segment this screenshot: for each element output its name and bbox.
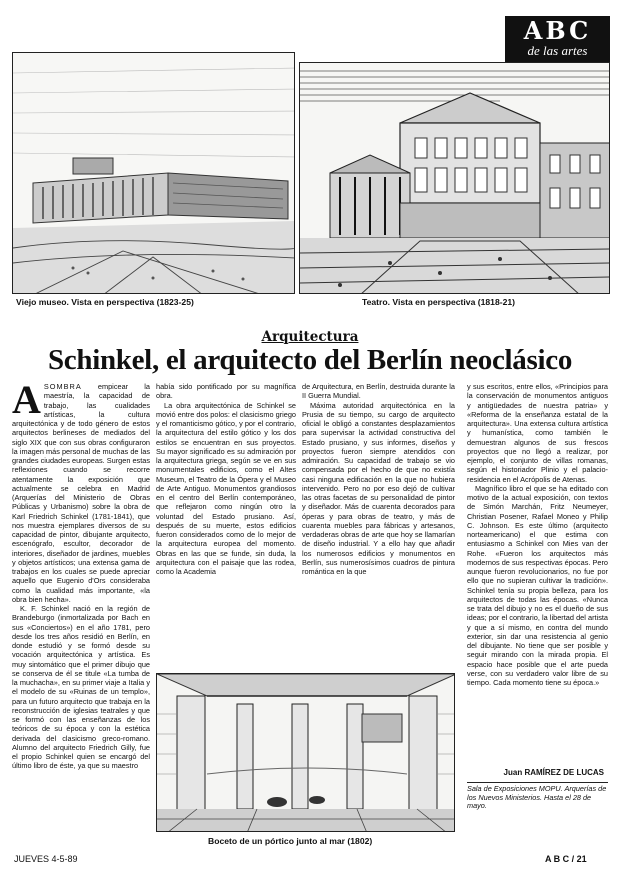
author-signature: Juan RAMÍREZ DE LUCAS [503,768,604,777]
article-column-4 [467,382,608,764]
theatre-image [299,62,610,294]
lead-smallcaps: SOMBRA [43,382,82,391]
col4-paragraph-1: y sus escritos, entre ellos, «Principios para la conservación de monumentos antiguos y antigüedades de nuestra patria» y «Reforma de la enseñanza estatal de la arquitectura». Una extensa cultura artística y humanística, como también le demuestran algunos de sus frescos proyectos que no llegó a realizar, por ejemplo, el conjunto de villas romanas, según el historiador Plinio y el palacio-residencia en el Acrópolis de Atenas. [467,382,608,484]
col2-paragraph-2: La obra arquitectónica de Schinkel se movió entre dos polos: el clasicismo griego y el romanticismo gótico, y por el contrario, la arquitectura del estilo gótico y los dos estilos se encuentran en sus proyectos. Su mayor significado es su admiración por la arquitectura griega, según se ve en sus monumentales edificios, como el Altes Museum, el Teatro de la Ópera y el Museo de Arte Antiguo. Monumentos grandiosos en el centro del Berlín contemporáneo, que reflejaron como ningún otro la voluntad del Estado prusiano. Así, después de su muerte, estos edificios fueron considerados como de lo mejor de la arquitectura europea del momento. Obras en las que se funde, sin duda, la arquitectura con el paisaje que las rodea, como la Academia [156,400,296,576]
col3-paragraph-2: Máxima autoridad arquitectónica en la Prusia de su tiempo, su cargo de arquitecto oficial le obligó a constantes desplazamientos para supervisar la actividad constructiva del Estado prusiano, y sus informes, diseños y proyectos fueron siempre atendidos con admiración. Su capacidad de trabajo se vio compensada por el hecho de que no existía casi ninguna edificación en la que no hubiera intervenido. Pero no por eso dejó de cultivar las otras facetas de su personalidad de pintor y diseñador. Más de cuarenta decorados para óperas y para obras de teatro, y más de cuarenta muebles para fábricas y artesanos, verdaderas obras de arte que hoy se llamarían de diseño industrial. Y a ello hay que añadir los numerosos edificios y monumentos en Berlín, sus numerosísimos cuadros de pintura romántica en la que [302,400,455,576]
article-column-2 [156,382,296,668]
logo-text: ABC [523,16,592,45]
article-headline: Schinkel, el arquitecto del Berlín neoclásico [47,344,573,376]
old-museum-drawing [13,53,295,294]
col2-paragraph-1: había sido pontificado por su magnífica obra. [156,382,296,401]
section-name: de las artes [527,43,588,58]
theatre-drawing [300,63,610,294]
col1-paragraph-1: empicear la maestría, la capacidad de trabajo, las cualidades artísticas, la cultura arquitectónica y de todo género de estos arquitectos berlineses de mediados del siglo XIX que con sus obras configuraron la imagen más personal de muchas de las grandes ciudades europeas. Surgen estas reflexiones cuando se recorre atentamente la exposición que actualmente se celebra en Madrid (Arquerías del Ministerio de Obras Públicas y Urbanismo) sobre la obra de Karl Friedrich Schinkel (1781-1841), que nos muestra ejemplares diversos de su capacidad de pintor, dibujante arquitecto, escenógrafo, escultor, decorador de interiores, diseñador de jardines, muebles y objetos artísticos; una extensa gama de trabajos en los cuales se puede apreciar aquello que Eugenio d'Ors consideraba como la cualidad más importante, «la obra bien hecha». [12,382,150,604]
article-column-3 [302,382,455,668]
footer-page-number: A B C / 21 [545,854,587,864]
col1-paragraph-2: K. F. Schinkel nació en la región de Brandeburgo (inmortalizada por Bach en sus «Conciertos») en el año 1781, pero desde los tres años residió en Berlín, en donde estudió y se formó desde su vocación arquitectónica y artística. Es muy sintomático que el primer dibujo que se conserva de él se titule «La tumba de la muchacha», en su primer viaje a Italia y el modelo de su «Ruinas de un templo», para un futuro arquitecto que trabaja en la reconstrucción de iglesias teatrales y que se formó con las enseñanzas de los teóricos de su época y con la estética derivada del clasicismo greco-romano. Alumno del arquitecto Friedrich Gilly, fue el propio Schinkel quien se encargó del último libro de éste, ya que su maestro [12,604,150,771]
old-museum-image [12,52,295,294]
theatre-caption: Teatro. Vista en perspectiva (1818-21) [362,297,516,307]
section-logo [505,16,610,62]
article-column-1 [12,382,150,814]
portico-sketch-drawing [157,674,455,832]
dropcap: A [12,382,41,422]
lead-paragraph [12,382,150,604]
footer-date: JUEVES 4-5-89 [14,854,78,864]
col4-paragraph-2: Magnífico libro el que se ha editado con motivo de la actual exposición, con textos de Simón Marchán, Fritz Neumeyer, Christian Posener, Rafael Moneo y Philip C. Johnson. Es este último (arquitecto norteamericano) el que estima con entusiasmo a Schinkel con Mies van der Rohe. «Fueron los arquitectos más modernos de sus respectivas épocas. Pero aunque fueron revolucionarios, no fue por ello que no supieran cultivar la tradición». Schinkel tenía su propia belleza, para los arquitectos de todas las épocas. «Nunca se trata del dibujo y no es el dueño de sus ideas; por el contrario, la libertad del artista y que a sí mismo, en contra del mundo exterior, sin dar una resistencia al genio del dibujante. No tiene que ser posible y seguir mirando con la mirada propia. El espacio hace posible que el arte pueda verse, con su verdadero valor libre de su tiempo. Cada momento tiene su época.» [467,483,608,687]
old-museum-caption: Viejo museo. Vista en perspectiva (1823-25) [16,297,194,307]
col3-paragraph-1: de Arquitectura, en Berlín, destruida durante la II Guerra Mundial. [302,382,455,401]
portico-sketch-image [156,673,455,832]
portico-sketch-caption: Boceto de un pórtico junto al mar (1802) [208,836,373,846]
exhibition-note: Sala de Exposiciones MOPU. Arquerías de los Nuevos Ministerios. Hasta el 28 de mayo. [467,784,607,811]
section-kicker: Arquitectura [261,329,359,345]
